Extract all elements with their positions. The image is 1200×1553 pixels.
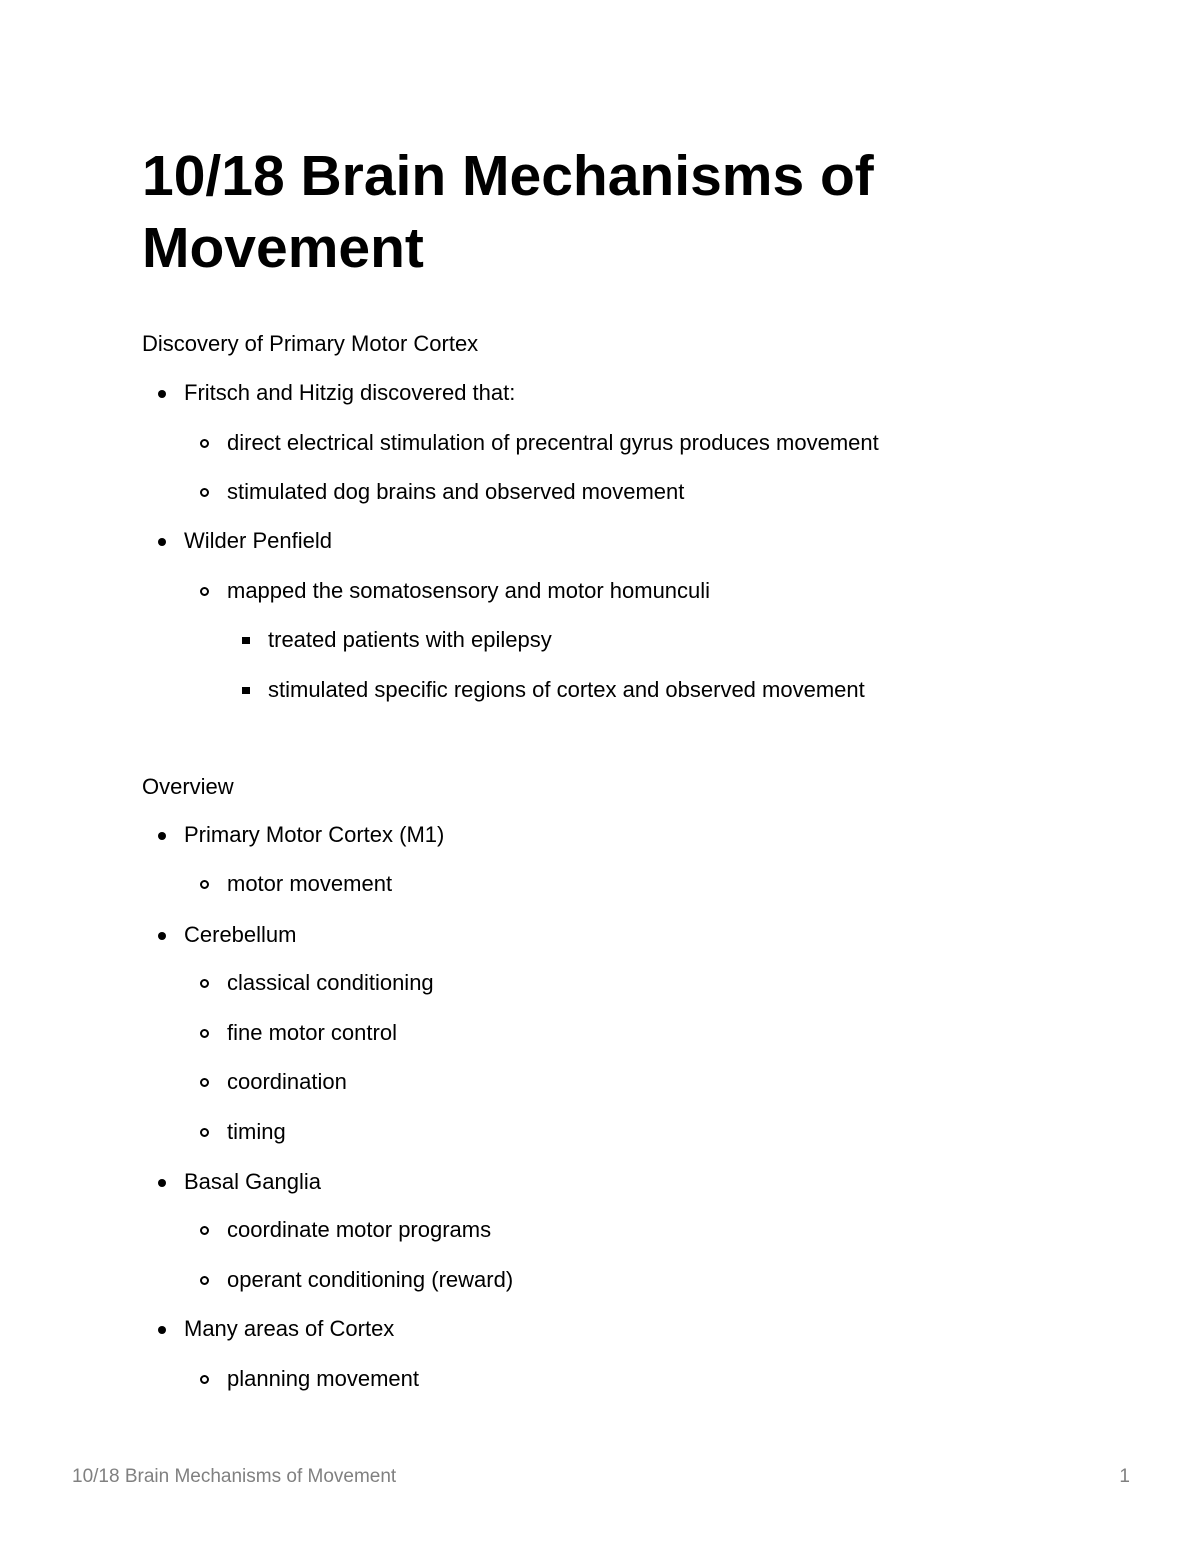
list-item	[184, 528, 332, 554]
page-title: 10/18 Brain Mechanisms of Movement	[142, 144, 874, 280]
list-item	[184, 822, 444, 848]
list-item-text: timing	[227, 1119, 286, 1144]
list-item-text: Wilder Penfield	[184, 528, 332, 553]
list-item	[227, 1267, 513, 1293]
list-item-text: motor movement	[227, 871, 393, 896]
list-item-text: treated patients with epilepsy	[268, 627, 552, 652]
list-item	[184, 1169, 321, 1195]
list-item	[184, 922, 297, 948]
list-item-text: Basal Ganglia	[184, 1169, 321, 1194]
list-item-text: coordinate motor programs	[227, 1217, 492, 1242]
bullet-disc-icon	[158, 832, 166, 840]
list-item-text: stimulated dog brains and observed movement	[227, 479, 685, 504]
list-item	[227, 479, 684, 505]
section-heading-overview: Overview	[142, 774, 234, 799]
list-item	[268, 677, 865, 703]
bullet-circle-icon	[200, 1078, 209, 1087]
list-item	[184, 380, 515, 406]
list-item	[227, 1020, 397, 1046]
bullet-disc-icon	[158, 538, 166, 546]
list-item	[227, 871, 392, 897]
list-item-text: classical conditioning	[227, 970, 434, 995]
list-item-text: Many areas of Cortex	[184, 1316, 395, 1341]
list-item	[227, 578, 710, 604]
list-item-text: coordination	[227, 1069, 347, 1094]
list-item-text: mapped the somatosensory and motor homunculi	[227, 578, 711, 603]
list-item-text: operant conditioning (reward)	[227, 1267, 514, 1292]
list-item	[184, 1316, 394, 1342]
list-item-text: stimulated specific regions of cortex and observed movement	[268, 677, 865, 702]
bullet-disc-icon	[158, 390, 166, 398]
bullet-circle-icon	[200, 1375, 209, 1384]
bullet-disc-icon	[158, 1179, 166, 1187]
list-item	[227, 1217, 491, 1243]
list-item	[227, 1119, 286, 1145]
list-item-text: Primary Motor Cortex (M1)	[184, 822, 445, 847]
bullet-circle-icon	[200, 880, 209, 889]
bullet-disc-icon	[158, 932, 166, 940]
bullet-circle-icon	[200, 1226, 209, 1235]
section-heading-discovery: Discovery of Primary Motor Cortex	[142, 331, 479, 356]
list-item-text: direct electrical stimulation of precentral gyrus produces movement	[227, 430, 879, 455]
list-item	[227, 430, 879, 456]
list-item-text: Fritsch and Hitzig discovered that:	[184, 380, 516, 405]
page-number: 1	[1119, 1466, 1130, 1487]
footer-title: 10/18 Brain Mechanisms of Movement	[72, 1466, 397, 1487]
list-item-text: planning movement	[227, 1366, 420, 1391]
bullet-disc-icon	[158, 1326, 166, 1334]
list-item-text: Cerebellum	[184, 922, 297, 947]
list-item	[227, 1069, 347, 1095]
bullet-circle-icon	[200, 1276, 209, 1285]
list-item	[227, 970, 434, 996]
bullet-circle-icon	[200, 587, 209, 596]
bullet-circle-icon	[200, 488, 209, 497]
list-item-text: fine motor control	[227, 1020, 397, 1045]
list-item	[227, 1366, 419, 1392]
bullet-circle-icon	[200, 1128, 209, 1137]
bullet-circle-icon	[200, 439, 209, 448]
bullet-square-icon	[242, 687, 250, 694]
bullet-circle-icon	[200, 979, 209, 988]
bullet-square-icon	[242, 637, 250, 644]
list-item	[268, 627, 552, 653]
bullet-circle-icon	[200, 1029, 209, 1038]
